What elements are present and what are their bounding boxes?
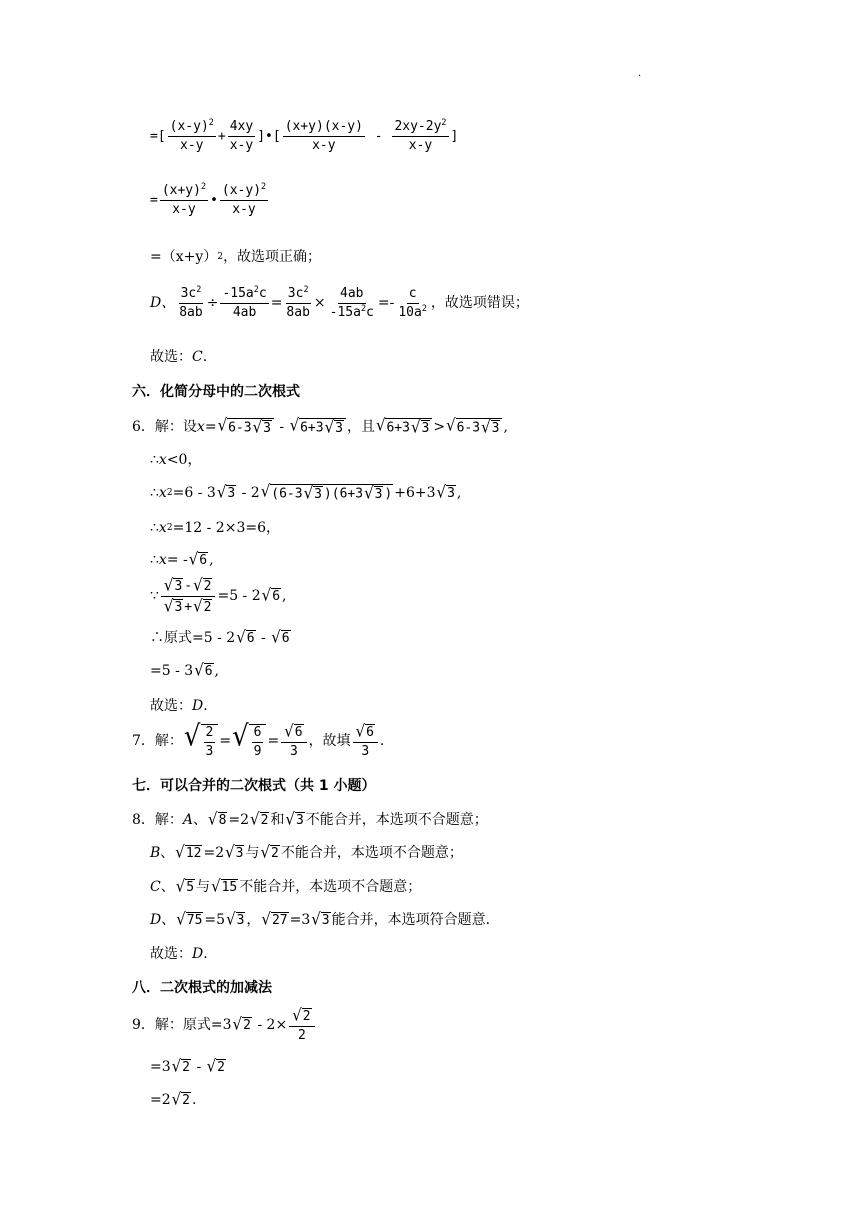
solution-5-line-4: [150, 283, 529, 320]
radical: √ 6: [271, 627, 290, 647]
fraction: [283, 120, 365, 152]
solution-8-line-4: [150, 909, 500, 929]
text: ，: [246, 911, 261, 928]
text: 2: [203, 599, 212, 615]
answer: C: [192, 349, 203, 365]
text: ,: [214, 662, 219, 679]
radical: √ 2: [292, 1005, 311, 1025]
text: 6-3: [228, 420, 252, 436]
radical: √ 2: [206, 1056, 225, 1076]
text: =6 - 3: [172, 484, 216, 501]
text: ∴: [150, 484, 159, 501]
fraction: [168, 116, 216, 153]
text: 2: [271, 846, 279, 861]
text: .: [202, 349, 208, 365]
text: 6: [252, 726, 264, 743]
fraction: [161, 575, 216, 616]
solution-5-line-3: =（x+y） 2 ，故选项正确；: [150, 249, 322, 265]
radical: √ 2: [171, 1089, 190, 1109]
fraction: [160, 180, 208, 217]
solution-6-line-8: [150, 660, 219, 680]
solution-6-line-4: ∴ x 2 =12 - 2×3=6，: [150, 520, 280, 536]
text: ，故选项正确；: [223, 249, 322, 265]
text: 4xy: [228, 120, 255, 137]
variable: x: [158, 551, 167, 568]
text: .: [379, 733, 385, 750]
text: 8ab: [179, 304, 203, 320]
option-label: B: [150, 844, 161, 861]
text: 3: [263, 421, 271, 436]
text: 6: [246, 631, 255, 646]
exponent: 2: [253, 283, 259, 294]
text: 3: [289, 743, 298, 759]
text: -: [256, 629, 271, 646]
text: 3: [361, 743, 370, 759]
radical: √ 6-3 √ 3: [446, 418, 502, 436]
text: ,: [282, 588, 287, 605]
radical: √ (6-3 √ 3 )(6+3 √ 3 ): [260, 480, 393, 503]
text: x-y: [232, 201, 256, 217]
text: c: [258, 286, 267, 301]
text: =5: [204, 911, 226, 928]
text: ∴: [150, 452, 159, 468]
text: 2: [182, 1093, 190, 1108]
radical: √ 2: [193, 575, 212, 595]
text: 3: [491, 421, 500, 436]
text: 故选：: [150, 349, 192, 365]
text: 10a: [398, 304, 422, 320]
text: x-y: [229, 137, 254, 153]
text: c: [407, 287, 419, 304]
text: -: [184, 578, 193, 594]
text: 2: [243, 1018, 251, 1034]
text: 3: [335, 421, 343, 436]
text: 8ab: [286, 304, 310, 320]
text: (x+y)(x-y): [283, 120, 365, 137]
radical: √ 6: [261, 585, 281, 606]
text: 、: [161, 911, 176, 928]
text: 故选：: [150, 698, 192, 714]
text: +6+3: [394, 484, 436, 501]
solution-9-line-1: [132, 1005, 317, 1043]
text: 3: [205, 743, 214, 759]
radical: √ 2: [260, 842, 279, 862]
exponent: 2: [208, 116, 214, 127]
text: 27: [271, 913, 288, 928]
text: =: [270, 295, 283, 312]
radical: √ 3: [364, 483, 383, 503]
exponent: 2: [200, 180, 207, 191]
text: 6: [199, 553, 208, 568]
section-heading-7: 七．可以合并的二次根式（共 1 小题）: [132, 778, 376, 794]
text: ]: [450, 128, 459, 144]
text: -15a: [329, 304, 361, 320]
exponent: 2: [441, 116, 447, 127]
text: =2: [203, 844, 225, 861]
text: 不能合并，本选项不合题意；: [305, 811, 488, 828]
text: c: [366, 304, 374, 320]
answer: D: [192, 946, 204, 962]
text: 6+3: [386, 420, 410, 436]
text: ): [384, 486, 393, 502]
radical: √ 6-3 √ 3: [218, 418, 274, 436]
text: 与: [196, 878, 211, 895]
fraction: [281, 721, 306, 759]
radical: √ 3: [311, 909, 330, 929]
text: 与: [245, 844, 260, 861]
text: ÷: [206, 295, 219, 312]
text: 6: [204, 664, 213, 679]
text: 3: [174, 599, 183, 615]
text: )(6+3: [323, 486, 364, 502]
radical: √ 3: [163, 595, 183, 616]
text: 4ab: [232, 304, 257, 320]
text: 3: [374, 487, 383, 502]
text: -: [192, 1058, 206, 1075]
text: 2: [217, 1060, 225, 1075]
radical: √ 3: [410, 417, 430, 437]
section-heading-8: 八．二次根式的加减法: [132, 980, 272, 996]
solution-8-line-5: [150, 947, 208, 961]
text: 2: [302, 1009, 311, 1024]
exponent: 2: [360, 302, 367, 313]
text: 4ab: [338, 287, 365, 304]
text: =[: [150, 128, 166, 144]
text: - 2×: [252, 1017, 288, 1034]
text: 能合并，本选项符合题意．: [331, 911, 500, 928]
solution-7: [132, 720, 385, 759]
text: - 2: [237, 484, 260, 501]
exponent: 2: [261, 180, 267, 191]
text: 8．解：: [132, 811, 183, 828]
radical: √ 2: [232, 1014, 251, 1035]
text: 和: [270, 811, 285, 828]
text: .: [192, 1091, 197, 1108]
text: ∵: [150, 588, 159, 605]
text: x-y: [180, 137, 204, 153]
option-label: D、: [150, 295, 176, 312]
text: =2: [150, 1091, 171, 1108]
text: x-y: [408, 137, 433, 153]
text: =: [150, 192, 158, 208]
text: ,: [503, 418, 508, 435]
text: 6-3: [456, 420, 481, 436]
solution-8-line-2: [150, 842, 463, 862]
radical: √ 3: [481, 417, 500, 437]
solution-5-line-2: [150, 180, 270, 217]
text: ×: [313, 295, 326, 312]
text: ,: [456, 484, 462, 501]
solution-8-line-3: [150, 876, 422, 896]
fraction: [353, 721, 378, 759]
text: +: [184, 598, 193, 614]
variable: x: [196, 418, 205, 435]
radical: √ 3: [285, 809, 304, 829]
text: =: [204, 418, 217, 435]
solution-8-line-1: [132, 809, 488, 829]
text: =5 - 2: [217, 588, 261, 605]
text: 6: [281, 631, 290, 646]
radical: √ 3: [252, 417, 271, 437]
text: 3: [236, 913, 245, 928]
text: 6: [366, 725, 374, 740]
radical: √ 6: [355, 721, 374, 741]
fraction: [328, 287, 376, 319]
radical: √ $\frac{6}{9}$: [232, 724, 266, 758]
radical: √ 6: [188, 549, 208, 569]
text: ，故填: [308, 733, 351, 750]
fraction: [392, 116, 448, 153]
text: =（x+y）: [150, 249, 218, 265]
text: 3c: [287, 286, 304, 301]
text: x-y: [172, 201, 196, 217]
text: =2: [228, 811, 250, 828]
text: 75: [186, 913, 203, 928]
radical: √ 6: [284, 721, 303, 741]
text: 3: [227, 486, 236, 501]
radical: √ 3: [226, 909, 245, 929]
text: 3: [314, 487, 322, 502]
solution-5-line-5: [150, 350, 207, 364]
text: 2: [260, 813, 269, 828]
radical: √ 6: [194, 660, 213, 680]
text: 2: [297, 1027, 306, 1043]
text: .: [203, 946, 208, 962]
fraction: [220, 283, 268, 320]
answer: D: [192, 698, 204, 714]
text: ,: [209, 551, 214, 568]
text: 2: [204, 726, 216, 743]
text: ]•[: [257, 128, 281, 144]
text: 6．解：设: [132, 418, 197, 435]
radical: √ 3: [163, 575, 183, 595]
text: 2xy-2y: [394, 119, 442, 134]
solution-6-line-5: [150, 549, 214, 569]
exponent: 2: [196, 283, 202, 294]
text: .: [203, 698, 208, 714]
fraction: [204, 726, 216, 758]
variable: x: [158, 520, 167, 536]
option-label: A: [182, 811, 194, 828]
fraction: [289, 1005, 314, 1043]
text: 9: [253, 743, 262, 759]
text: 不能合并，本选项不合题意；: [239, 878, 422, 895]
radical: √ 3: [436, 482, 455, 502]
text: 6: [294, 725, 303, 740]
text: 6: [272, 589, 281, 605]
text: >: [433, 418, 446, 435]
solution-9-line-3: [150, 1089, 197, 1109]
variable: x: [158, 484, 167, 501]
text: 、: [160, 844, 175, 861]
solution-6-line-3: ∴ x 2 =6 - 3 √ 3 - 2 √ (6-3 √ 3 )(6+3 √ 3 ) +6+3 √ 3 ,: [150, 480, 462, 503]
text: =3: [289, 911, 311, 928]
radical: √ 8: [208, 809, 227, 829]
radical: √ 75: [176, 909, 203, 929]
solution-6-line-1: [132, 414, 508, 437]
text: <0，: [166, 452, 202, 468]
fraction: [220, 180, 268, 217]
text: 6+3: [300, 420, 324, 436]
text: 、: [160, 878, 175, 895]
text: ，故选项错误；: [430, 295, 529, 312]
text: +: [217, 128, 226, 144]
solution-6-line-7: [150, 627, 292, 647]
text: ∴: [150, 520, 159, 536]
radical: √ $\frac{2}{3}$: [184, 724, 218, 758]
radical: √ 6: [236, 627, 255, 647]
radical: √ 27: [261, 909, 288, 929]
exponent: 2: [303, 283, 309, 294]
text: =: [267, 733, 280, 750]
text: 3: [447, 486, 455, 501]
text: 3: [295, 813, 304, 828]
header-dot: .: [638, 68, 642, 79]
text: 3c: [180, 286, 197, 301]
radical: √ 2: [193, 595, 212, 616]
text: 不能合并，本选项不合题意；: [280, 844, 463, 861]
radical: √ 5: [175, 876, 195, 896]
text: 、: [193, 811, 208, 828]
text: ∴: [150, 551, 159, 568]
solution-6-line-6: [150, 575, 287, 616]
text: (6-3: [271, 486, 303, 502]
text: ，且: [346, 418, 375, 435]
text: 故选：: [150, 946, 192, 962]
text: x-y: [312, 137, 336, 153]
radical: √ 2: [171, 1056, 190, 1076]
text: 9．解：原式=3: [132, 1017, 232, 1034]
text: 2: [203, 579, 212, 594]
text: 5: [186, 880, 195, 895]
text: (x-y): [169, 119, 209, 134]
text: -15a: [222, 286, 254, 301]
solution-9-line-2: [150, 1056, 227, 1076]
fraction: [228, 120, 255, 152]
radical: √ 6+3 √ 3: [290, 418, 346, 436]
exponent: 2: [421, 302, 427, 313]
text: 7．解：: [132, 733, 183, 750]
option-label: C: [150, 878, 161, 895]
text: =-: [377, 295, 395, 312]
radical: √ 3: [303, 483, 322, 503]
radical: √ 3: [216, 482, 236, 502]
text: 8: [218, 813, 227, 828]
text: 3: [421, 421, 430, 436]
text: 3: [174, 579, 183, 594]
text: =12 - 2×3=6，: [172, 520, 280, 536]
text: 12: [185, 846, 202, 861]
text: -: [366, 128, 391, 144]
solution-5-line-1: [150, 116, 459, 153]
radical: √ 15: [211, 876, 238, 896]
radical: √ 3: [324, 417, 343, 437]
fraction: [252, 726, 264, 758]
solution-6-line-9: [150, 699, 208, 713]
fraction: [396, 287, 429, 319]
fraction: [284, 283, 311, 320]
text: =5 - 3: [150, 662, 194, 679]
text: (x+y): [161, 183, 201, 198]
radical: √ 3: [225, 842, 244, 862]
text: = -: [166, 551, 188, 568]
fraction: [177, 283, 204, 320]
text: =: [219, 733, 232, 750]
option-label: D: [150, 911, 162, 928]
radical: √ 12: [175, 842, 202, 862]
text: ∴原式=5 - 2: [150, 629, 236, 646]
text: 15: [221, 880, 238, 895]
text: 3: [235, 846, 244, 861]
text: (x-y): [221, 183, 262, 198]
text: •: [210, 192, 218, 208]
text: -: [274, 418, 289, 435]
text: 3: [321, 913, 330, 928]
radical: √ 6+3 √ 3: [376, 418, 432, 436]
radical: √ 2: [250, 809, 269, 829]
text: 2: [182, 1060, 190, 1075]
solution-6-line-2: [150, 453, 201, 467]
section-heading-6: 六．化简分母中的二次根式: [132, 384, 300, 400]
text: =3: [150, 1058, 171, 1075]
variable: x: [158, 452, 167, 468]
